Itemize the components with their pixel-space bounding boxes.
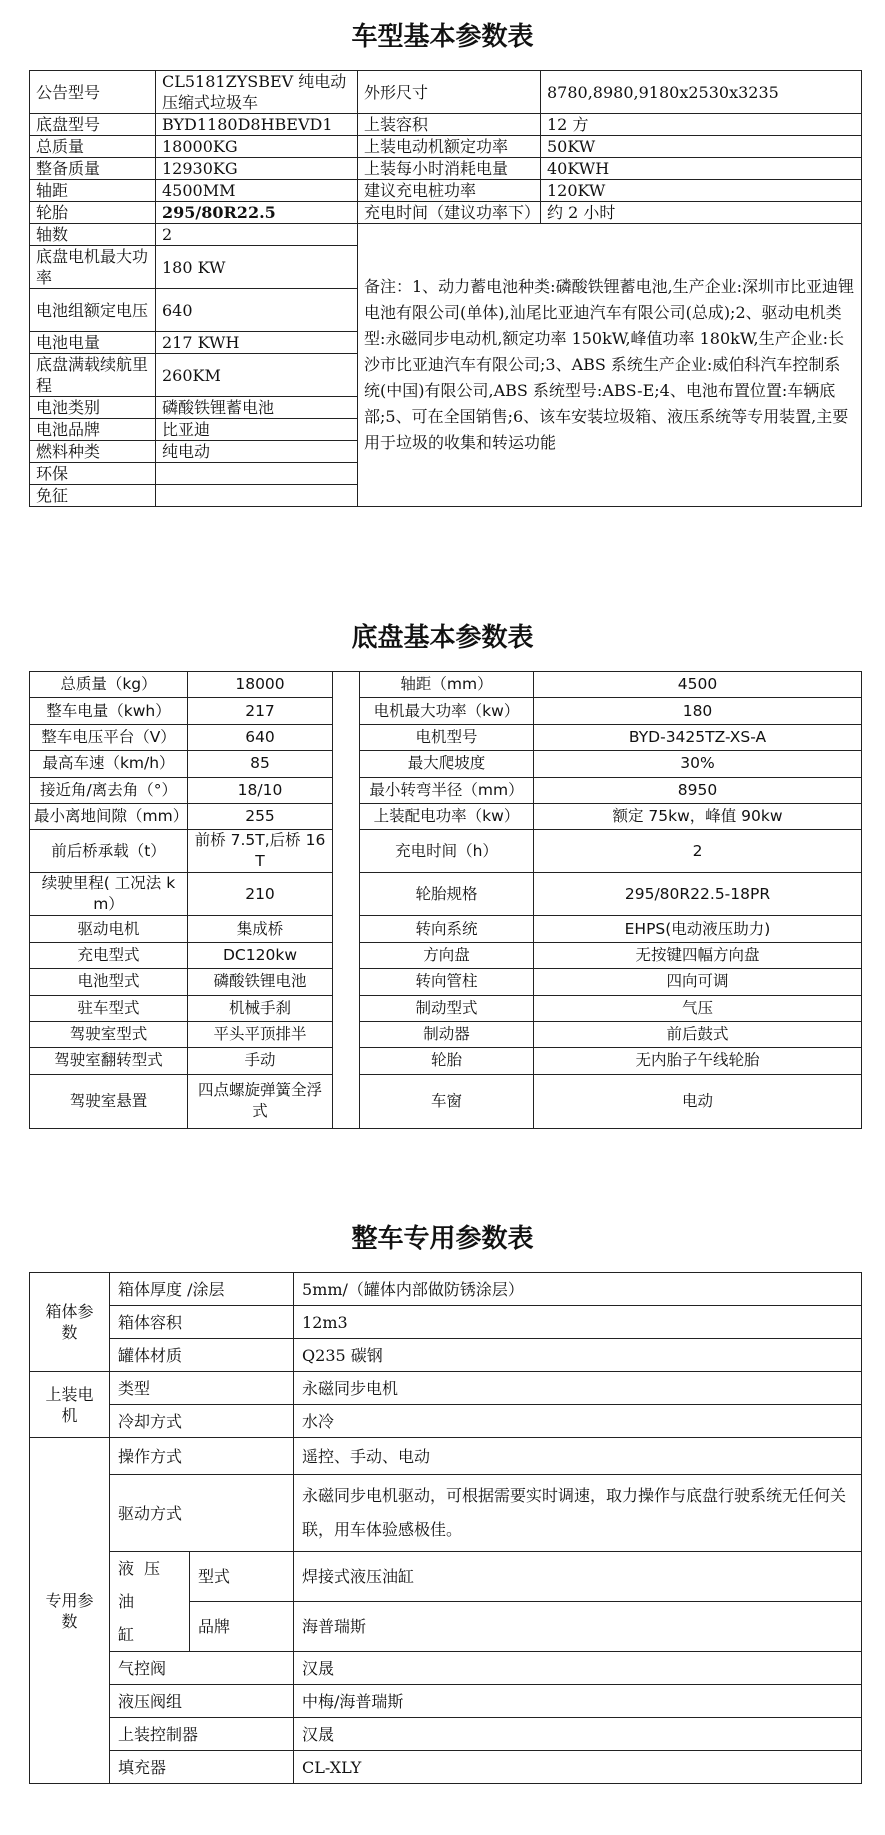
param-label: 上装控制器 bbox=[110, 1718, 294, 1751]
group-box-params: 箱体参数 bbox=[30, 1273, 110, 1372]
param-value: DC120kw bbox=[188, 942, 333, 968]
param-label: 轴数 bbox=[30, 224, 156, 246]
table-row bbox=[30, 995, 862, 1021]
param-label: 品牌 bbox=[190, 1602, 294, 1652]
column-gap bbox=[333, 803, 360, 829]
param-label: 最小转弯半径（mm） bbox=[360, 777, 534, 803]
param-value: BYD-3425TZ-XS-A bbox=[534, 724, 862, 750]
param-value: 汉晟 bbox=[294, 1718, 862, 1751]
param-label: 前后桥承载（t） bbox=[30, 830, 188, 873]
param-label: 驱动电机 bbox=[30, 916, 188, 942]
param-value: 海普瑞斯 bbox=[294, 1602, 862, 1652]
param-value: 无按键四幅方向盘 bbox=[534, 942, 862, 968]
table-row bbox=[30, 803, 862, 829]
column-gap bbox=[333, 995, 360, 1021]
table-row bbox=[30, 873, 862, 916]
param-label: 总质量 bbox=[30, 136, 156, 158]
column-gap bbox=[333, 1048, 360, 1074]
table-row bbox=[30, 1652, 862, 1685]
table-row bbox=[30, 180, 862, 202]
param-value: 12m3 bbox=[294, 1306, 862, 1339]
param-value: 40KWH bbox=[541, 158, 862, 180]
param-value: 无内胎子午线轮胎 bbox=[534, 1048, 862, 1074]
column-gap bbox=[333, 830, 360, 873]
param-label: 制动器 bbox=[360, 1021, 534, 1047]
table-row bbox=[30, 202, 862, 224]
table-row bbox=[30, 1405, 862, 1438]
param-label: 电机型号 bbox=[360, 724, 534, 750]
param-value: 85 bbox=[188, 751, 333, 777]
column-gap bbox=[333, 942, 360, 968]
vehicle-params-table bbox=[29, 70, 862, 507]
chassis-params-table bbox=[29, 671, 862, 1129]
param-label: 驻车型式 bbox=[30, 995, 188, 1021]
table-row bbox=[30, 969, 862, 995]
param-label: 上装电动机额定功率 bbox=[358, 136, 541, 158]
param-value: 18000KG bbox=[156, 136, 358, 158]
param-value: 50KW bbox=[541, 136, 862, 158]
param-label: 底盘型号 bbox=[30, 114, 156, 136]
param-label: 电池型式 bbox=[30, 969, 188, 995]
param-label: 上装每小时消耗电量 bbox=[358, 158, 541, 180]
param-label: 制动型式 bbox=[360, 995, 534, 1021]
param-value: 4500 bbox=[534, 672, 862, 698]
param-label: 轴距（mm） bbox=[360, 672, 534, 698]
param-value: 四点螺旋弹簧全浮式 bbox=[188, 1074, 333, 1128]
param-label: 建议充电桩功率 bbox=[358, 180, 541, 202]
group-upper-motor: 上装电机 bbox=[30, 1372, 110, 1438]
param-label: 轴距 bbox=[30, 180, 156, 202]
param-label: 轮胎 bbox=[30, 202, 156, 224]
param-label: 总质量（kg） bbox=[30, 672, 188, 698]
param-value: EHPS(电动液压助力) bbox=[534, 916, 862, 942]
param-value: 255 bbox=[188, 803, 333, 829]
table-row bbox=[30, 1074, 862, 1128]
param-value: 2 bbox=[534, 830, 862, 873]
param-label: 最小离地间隙（mm） bbox=[30, 803, 188, 829]
param-label: 操作方式 bbox=[110, 1438, 294, 1475]
table-row bbox=[30, 777, 862, 803]
param-label: 驾驶室型式 bbox=[30, 1021, 188, 1047]
param-value: 12930KG bbox=[156, 158, 358, 180]
param-value: 8950 bbox=[534, 777, 862, 803]
param-value: 前后鼓式 bbox=[534, 1021, 862, 1047]
param-label: 整备质量 bbox=[30, 158, 156, 180]
param-value: 180 KW bbox=[156, 246, 358, 289]
cylinder-label-line1: 液压油 bbox=[118, 1559, 171, 1611]
table-row bbox=[30, 1372, 862, 1405]
column-gap bbox=[333, 777, 360, 803]
param-label: 箱体厚度 /涂层 bbox=[110, 1273, 294, 1306]
param-value: 30% bbox=[534, 751, 862, 777]
table-row bbox=[30, 751, 862, 777]
table-row bbox=[30, 698, 862, 724]
param-label: 上装配电功率（kw） bbox=[360, 803, 534, 829]
table-row bbox=[30, 1339, 862, 1372]
param-label: 驾驶室翻转型式 bbox=[30, 1048, 188, 1074]
param-label: 最高车速（km/h） bbox=[30, 751, 188, 777]
param-value: 前桥 7.5T,后桥 16T bbox=[188, 830, 333, 873]
param-value: 额定 75kw，峰值 90kw bbox=[534, 803, 862, 829]
param-value: 焊接式液压油缸 bbox=[294, 1552, 862, 1602]
param-value: 约 2 小时 bbox=[541, 202, 862, 224]
table-row bbox=[30, 114, 862, 136]
param-label: 电池组额定电压 bbox=[30, 289, 156, 332]
table-row bbox=[30, 1685, 862, 1718]
cylinder-label bbox=[110, 1552, 190, 1652]
param-value: 217 bbox=[188, 698, 333, 724]
param-label: 外形尺寸 bbox=[358, 71, 541, 114]
table-row bbox=[30, 1552, 862, 1602]
param-label: 类型 bbox=[110, 1372, 294, 1405]
param-value: 中梅/海普瑞斯 bbox=[294, 1685, 862, 1718]
param-label: 电池品牌 bbox=[30, 419, 156, 441]
param-label: 接近角/离去角（°） bbox=[30, 777, 188, 803]
param-value: 8780,8980,9180x2530x3235 bbox=[541, 71, 862, 114]
param-label: 车窗 bbox=[360, 1074, 534, 1128]
param-value: 永磁同步电机 bbox=[294, 1372, 862, 1405]
param-label: 转向管柱 bbox=[360, 969, 534, 995]
special-params-title: 整车专用参数表 bbox=[351, 1224, 534, 1254]
column-gap bbox=[333, 1021, 360, 1047]
param-label: 充电时间（建议功率下） bbox=[358, 202, 541, 224]
param-value: 4500MM bbox=[156, 180, 358, 202]
param-label: 驱动方式 bbox=[110, 1475, 294, 1552]
param-label: 转向系统 bbox=[360, 916, 534, 942]
param-value: 217 KWH bbox=[156, 332, 358, 354]
column-gap bbox=[333, 698, 360, 724]
param-label: 填充器 bbox=[110, 1751, 294, 1784]
param-label: 电机最大功率（kw） bbox=[360, 698, 534, 724]
param-label: 公告型号 bbox=[30, 71, 156, 114]
param-value: 295/80R22.5 bbox=[156, 202, 358, 224]
special-params-table bbox=[29, 1272, 862, 1784]
param-label: 整车电量（kwh） bbox=[30, 698, 188, 724]
param-label: 方向盘 bbox=[360, 942, 534, 968]
param-label: 驾驶室悬置 bbox=[30, 1074, 188, 1128]
param-value: 永磁同步电机驱动，可根据需要实时调速，取力操作与底盘行驶系统无任何关联，用车体验感极佳。 bbox=[294, 1475, 862, 1552]
param-label: 整车电压平台（V） bbox=[30, 724, 188, 750]
param-label: 电池电量 bbox=[30, 332, 156, 354]
param-value: 120KW bbox=[541, 180, 862, 202]
column-gap bbox=[333, 672, 360, 698]
param-label: 底盘满载续航里程 bbox=[30, 354, 156, 397]
table-row bbox=[30, 136, 862, 158]
param-value: 水冷 bbox=[294, 1405, 862, 1438]
param-label: 底盘电机最大功率 bbox=[30, 246, 156, 289]
param-value: 18/10 bbox=[188, 777, 333, 803]
param-value: 5mm/（罐体内部做防锈涂层） bbox=[294, 1273, 862, 1306]
param-value: 平头平顶排半 bbox=[188, 1021, 333, 1047]
param-value: 210 bbox=[188, 873, 333, 916]
table-row bbox=[30, 71, 862, 114]
cylinder-label-line2: 缸 bbox=[118, 1625, 135, 1644]
param-label: 充电时间（h） bbox=[360, 830, 534, 873]
table-row bbox=[30, 1718, 862, 1751]
table-row bbox=[30, 1475, 862, 1552]
param-value: 纯电动 bbox=[156, 441, 358, 463]
table-row bbox=[30, 724, 862, 750]
param-label: 电池类别 bbox=[30, 397, 156, 419]
param-label: 轮胎规格 bbox=[360, 873, 534, 916]
param-label: 最大爬坡度 bbox=[360, 751, 534, 777]
param-value bbox=[156, 485, 358, 507]
param-value: 12 方 bbox=[541, 114, 862, 136]
remarks-note: 备注：1、动力蓄电池种类:磷酸铁锂蓄电池,生产企业:深圳市比亚迪锂电池有限公司(单体),汕尾比亚迪汽车有限公司(总成);2、驱动电机类型:永磁同步电动机,额定功率 150kW,峰值功率 180kW,生产企业:长沙市比亚迪汽车有限公司;3、ABS 系统生产企业:威伯科汽车控制系统(中国)有限公司,ABS 系统型号:ABS-E;4、电池布置位置:车辆底部;5、可在全国销售;6、该车安装垃圾箱、液压系统等专用装置,主要用于垃圾的收集和转运功能 bbox=[358, 224, 862, 507]
param-value: BYD1180D8HBEVD1 bbox=[156, 114, 358, 136]
column-gap bbox=[333, 969, 360, 995]
table-row bbox=[30, 158, 862, 180]
param-label: 环保 bbox=[30, 463, 156, 485]
param-value: 18000 bbox=[188, 672, 333, 698]
param-value: 手动 bbox=[188, 1048, 333, 1074]
param-value: 汉晟 bbox=[294, 1652, 862, 1685]
param-value: 比亚迪 bbox=[156, 419, 358, 441]
table-row bbox=[30, 1438, 862, 1475]
table-row bbox=[30, 830, 862, 873]
table-row bbox=[30, 1273, 862, 1306]
param-label: 续驶里程( 工况法 km） bbox=[30, 873, 188, 916]
table-row bbox=[30, 1021, 862, 1047]
param-value: 集成桥 bbox=[188, 916, 333, 942]
param-value: 气压 bbox=[534, 995, 862, 1021]
param-label: 轮胎 bbox=[360, 1048, 534, 1074]
param-label: 罐体材质 bbox=[110, 1339, 294, 1372]
param-value: Q235 碳钢 bbox=[294, 1339, 862, 1372]
param-label: 上装容积 bbox=[358, 114, 541, 136]
param-value: 180 bbox=[534, 698, 862, 724]
param-value bbox=[156, 463, 358, 485]
param-value: 磷酸铁锂电池 bbox=[188, 969, 333, 995]
group-special-params: 专用参数 bbox=[30, 1438, 110, 1784]
param-label: 冷却方式 bbox=[110, 1405, 294, 1438]
param-value: 2 bbox=[156, 224, 358, 246]
vehicle-params-title: 车型基本参数表 bbox=[351, 22, 534, 52]
column-gap bbox=[333, 724, 360, 750]
param-label: 型式 bbox=[190, 1552, 294, 1602]
param-label: 免征 bbox=[30, 485, 156, 507]
column-gap bbox=[333, 873, 360, 916]
column-gap bbox=[333, 1074, 360, 1128]
param-label: 充电型式 bbox=[30, 942, 188, 968]
param-value: 遥控、手动、电动 bbox=[294, 1438, 862, 1475]
param-value: 295/80R22.5-18PR bbox=[534, 873, 862, 916]
column-gap bbox=[333, 916, 360, 942]
param-label: 燃料种类 bbox=[30, 441, 156, 463]
table-row bbox=[30, 1306, 862, 1339]
param-label: 液压阀组 bbox=[110, 1685, 294, 1718]
table-row bbox=[30, 1751, 862, 1784]
table-row bbox=[30, 672, 862, 698]
param-value: CL5181ZYSBEV 纯电动压缩式垃圾车 bbox=[156, 71, 358, 114]
param-value: 磷酸铁锂蓄电池 bbox=[156, 397, 358, 419]
param-value: CL-XLY bbox=[294, 1751, 862, 1784]
param-value: 机械手刹 bbox=[188, 995, 333, 1021]
table-row bbox=[30, 942, 862, 968]
table-row bbox=[30, 224, 862, 246]
param-value: 640 bbox=[188, 724, 333, 750]
table-row bbox=[30, 916, 862, 942]
table-row bbox=[30, 1048, 862, 1074]
param-label: 气控阀 bbox=[110, 1652, 294, 1685]
param-value: 四向可调 bbox=[534, 969, 862, 995]
param-value: 260KM bbox=[156, 354, 358, 397]
param-value: 电动 bbox=[534, 1074, 862, 1128]
param-value: 640 bbox=[156, 289, 358, 332]
chassis-params-title: 底盘基本参数表 bbox=[351, 623, 534, 653]
param-label: 箱体容积 bbox=[110, 1306, 294, 1339]
column-gap bbox=[333, 751, 360, 777]
